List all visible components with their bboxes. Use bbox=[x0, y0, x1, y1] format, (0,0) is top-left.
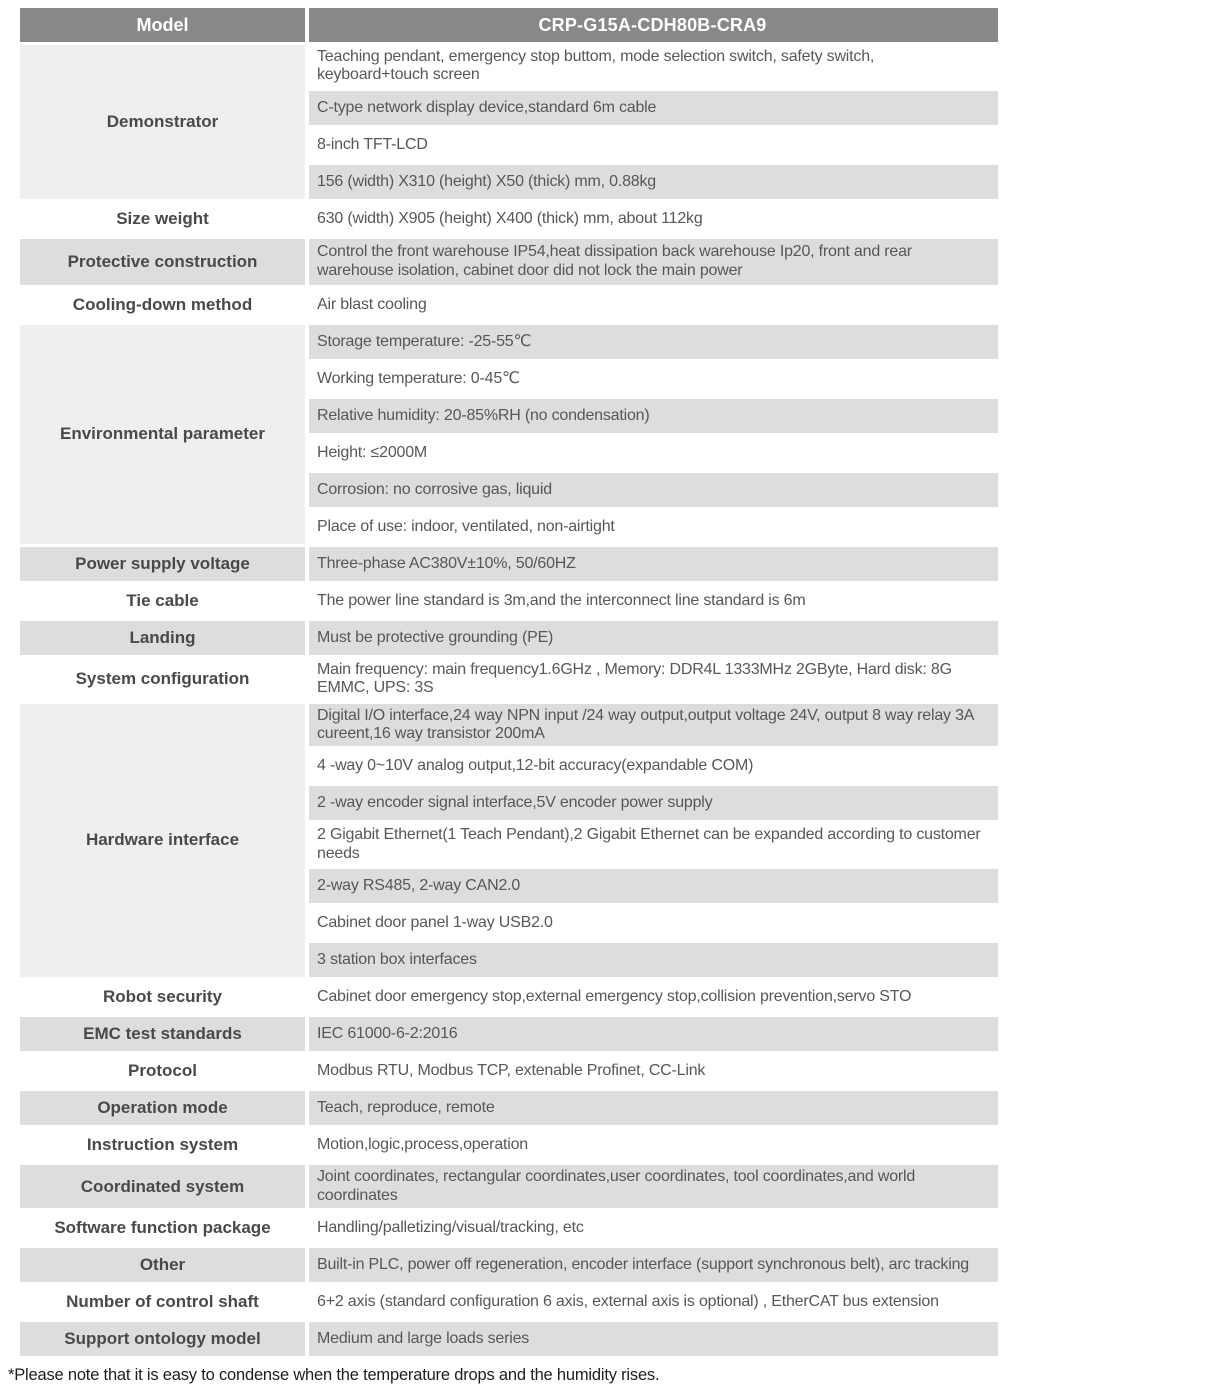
spec-value: Control the front warehouse IP54,heat dissipation back warehouse Ip20, front and rear warehouse isolation, cabinet door did not lock the main power bbox=[309, 239, 998, 285]
group-label: Instruction system bbox=[20, 1128, 305, 1162]
group-hardware-interface bbox=[20, 704, 998, 978]
spec-value: Handling/palletizing/visual/tracking, etc bbox=[309, 1211, 998, 1245]
spec-value: 2 -way encoder signal interface,5V encoder power supply bbox=[309, 786, 998, 820]
spec-value: Cabinet door panel 1-way USB2.0 bbox=[309, 906, 998, 940]
spec-value: C-type network display device,standard 6m cable bbox=[309, 91, 998, 125]
spec-value: 8-inch TFT-LCD bbox=[309, 128, 998, 162]
spec-value: 6+2 axis (standard configuration 6 axis, external axis is optional) , EtherCAT bus extension bbox=[309, 1285, 998, 1319]
group-instruction-system bbox=[20, 1128, 998, 1162]
spec-value: Working temperature: 0-45℃ bbox=[309, 362, 998, 396]
group-environmental-parameter bbox=[20, 325, 998, 544]
spec-value: Must be protective grounding (PE) bbox=[309, 621, 998, 655]
spec-value: Teaching pendant, emergency stop buttom, mode selection switch, safety switch, keyboard+touch screen bbox=[309, 45, 998, 88]
spec-value: Joint coordinates, rectangular coordinates,user coordinates, tool coordinates,and world coordinates bbox=[309, 1165, 998, 1208]
group-label: Cooling-down method bbox=[20, 288, 305, 322]
group-label: Power supply voltage bbox=[20, 547, 305, 581]
group-label: Protocol bbox=[20, 1054, 305, 1088]
group-other bbox=[20, 1248, 998, 1282]
group-operation-mode bbox=[20, 1091, 998, 1125]
table-header-row bbox=[20, 8, 998, 42]
spec-value: Built-in PLC, power off regeneration, encoder interface (support synchronous belt), arc tracking bbox=[309, 1248, 998, 1282]
spec-value: The power line standard is 3m,and the interconnect line standard is 6m bbox=[309, 584, 998, 618]
spec-value: Main frequency: main frequency1.6GHz , Memory: DDR4L 1333MHz 2GByte, Hard disk: 8G EMMC, UPS: 3S bbox=[309, 658, 998, 701]
spec-value: 2 Gigabit Ethernet(1 Teach Pendant),2 Gigabit Ethernet can be expanded according to customer needs bbox=[309, 823, 998, 866]
spec-value: IEC 61000-6-2:2016 bbox=[309, 1017, 998, 1051]
group-label: Software function package bbox=[20, 1211, 305, 1245]
spec-value: 156 (width) X310 (height) X50 (thick) mm, 0.88kg bbox=[309, 165, 998, 199]
group-robot-security bbox=[20, 980, 998, 1014]
group-power-supply-voltage bbox=[20, 547, 998, 581]
spec-value: 3 station box interfaces bbox=[309, 943, 998, 977]
group-label: Number of control shaft bbox=[20, 1285, 305, 1319]
spec-value: 630 (width) X905 (height) X400 (thick) mm, about 112kg bbox=[309, 202, 998, 236]
group-label: EMC test standards bbox=[20, 1017, 305, 1051]
group-label: Landing bbox=[20, 621, 305, 655]
spec-value: Teach, reproduce, remote bbox=[309, 1091, 998, 1125]
spec-value: Modbus RTU, Modbus TCP, extenable Profinet, CC-Link bbox=[309, 1054, 998, 1088]
spec-table bbox=[20, 8, 998, 1356]
group-label: Hardware interface bbox=[20, 704, 305, 978]
header-model-label: Model bbox=[20, 8, 305, 42]
group-label: Coordinated system bbox=[20, 1165, 305, 1208]
spec-value: Height: ≤2000M bbox=[309, 436, 998, 470]
group-label: Tie cable bbox=[20, 584, 305, 618]
group-cooling-down-method bbox=[20, 288, 998, 322]
group-landing bbox=[20, 621, 998, 655]
group-label: Demonstrator bbox=[20, 45, 305, 199]
spec-value: 4 -way 0~10V analog output,12-bit accuracy(expandable COM) bbox=[309, 749, 998, 783]
group-label: Protective construction bbox=[20, 239, 305, 285]
group-protocol bbox=[20, 1054, 998, 1088]
group-support-ontology-model bbox=[20, 1322, 998, 1356]
spec-value: Three-phase AC380V±10%, 50/60HZ bbox=[309, 547, 998, 581]
spec-value: Digital I/O interface,24 way NPN input /24 way output,output voltage 24V, output 8 way relay 3A cureent,16 way transistor 200mA bbox=[309, 704, 998, 747]
spec-value: Motion,logic,process,operation bbox=[309, 1128, 998, 1162]
group-label: Size weight bbox=[20, 202, 305, 236]
spec-value: Place of use: indoor, ventilated, non-airtight bbox=[309, 510, 998, 544]
spec-value: Corrosion: no corrosive gas, liquid bbox=[309, 473, 998, 507]
group-number-of-control-shaft bbox=[20, 1285, 998, 1319]
group-coordinated-system bbox=[20, 1165, 998, 1208]
spec-value: Cabinet door emergency stop,external emergency stop,collision prevention,servo STO bbox=[309, 980, 998, 1014]
spec-value: Medium and large loads series bbox=[309, 1322, 998, 1356]
header-model-value: CRP-G15A-CDH80B-CRA9 bbox=[309, 8, 998, 42]
group-size-weight bbox=[20, 202, 998, 236]
group-label: Other bbox=[20, 1248, 305, 1282]
group-label: Environmental parameter bbox=[20, 325, 305, 544]
spec-value: Relative humidity: 20-85%RH (no condensation) bbox=[309, 399, 998, 433]
group-software-function-package bbox=[20, 1211, 998, 1245]
group-demonstrator bbox=[20, 45, 998, 199]
group-label: Support ontology model bbox=[20, 1322, 305, 1356]
group-label: Operation mode bbox=[20, 1091, 305, 1125]
group-system-configuration bbox=[20, 658, 998, 701]
condensation-footnote: *Please note that it is easy to condense when the temperature drops and the humidity rises. bbox=[8, 1365, 660, 1384]
group-label: System configuration bbox=[20, 658, 305, 701]
group-protective-construction bbox=[20, 239, 998, 285]
group-tie-cable bbox=[20, 584, 998, 618]
spec-value: 2-way RS485, 2-way CAN2.0 bbox=[309, 869, 998, 903]
spec-value: Storage temperature: -25-55℃ bbox=[309, 325, 998, 359]
group-emc-test-standards bbox=[20, 1017, 998, 1051]
spec-value: Air blast cooling bbox=[309, 288, 998, 322]
group-label: Robot security bbox=[20, 980, 305, 1014]
